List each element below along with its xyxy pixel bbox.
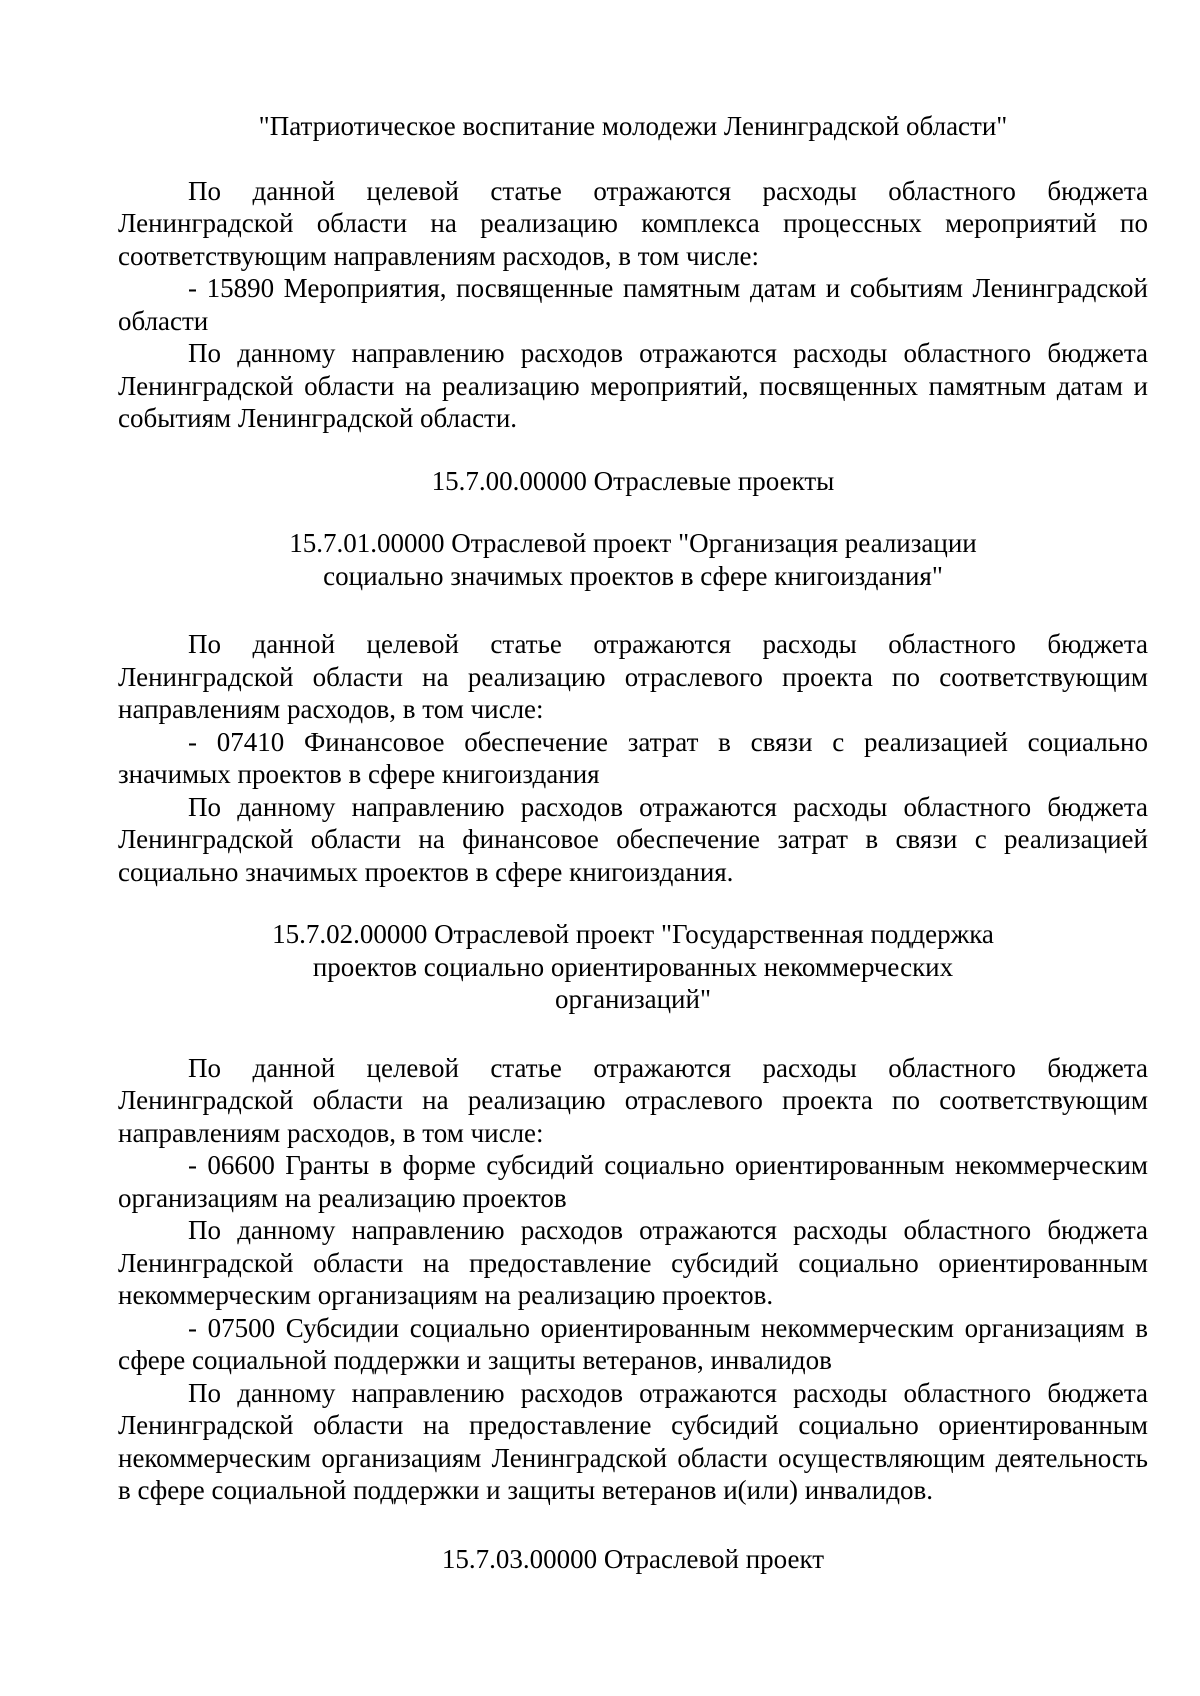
paragraph-06600-description: По данному направлению расходов отражаются расходы областного бюджета Ленинградской области на предоставление субсидий социально ориентированным некоммерческим организациям на реализацию проектов. bbox=[118, 1215, 1148, 1310]
list-item-07500: - 07500 Субсидии социально ориентированным некоммерческим организациям в сфере социальной поддержки и защиты ветеранов, инвалидов bbox=[118, 1312, 1148, 1375]
section-heading-patriotic-education: "Патриотическое воспитание молодежи Ленинградской области" bbox=[258, 111, 1008, 141]
paragraph-nko-support-intro: По данной целевой статье отражаются расходы областного бюджета Ленинградской области на реализацию отраслевого проекта по соответствующим направлениям расходов, в том числе: bbox=[118, 1052, 1148, 1148]
section-heading-nko-support-project: 15.7.02.00000 Отраслевой проект "Государственная поддержка проектов социально ориентированных некоммерческих организаций" bbox=[272, 919, 994, 1014]
list-item-15890: - 15890 Мероприятия, посвященные памятным датам и событиям Ленинградской области bbox=[118, 273, 1148, 336]
paragraph-book-publishing-intro: По данной целевой статье отражаются расходы областного бюджета Ленинградской области на реализацию отраслевого проекта по соответствующим направлениям расходов, в том числе: bbox=[118, 629, 1148, 724]
list-item-07410: - 07410 Финансовое обеспечение затрат в связи с реализацией социально значимых проектов в сфере книгоиздания bbox=[118, 726, 1148, 789]
paragraph-target-article-intro: По данной целевой статье отражаются расходы областного бюджета Ленинградской области на реализацию комплекса процессных мероприятий по соответствующим направлениям расходов, в том числе: bbox=[118, 175, 1148, 271]
paragraph-15890-description: По данному направлению расходов отражаются расходы областного бюджета Ленинградской области на реализацию мероприятий, посвященных памятным датам и событиям Ленинградской области. bbox=[118, 338, 1148, 433]
paragraph-07500-description: По данному направлению расходов отражаются расходы областного бюджета Ленинградской области на предоставление субсидий социально ориентированным некоммерческим организациям Ленинградской области осуществляющим деятельность в сфере социальной поддержки и защиты ветеранов и(или) инвалидов. bbox=[118, 1377, 1148, 1505]
paragraph-07410-description: По данному направлению расходов отражаются расходы областного бюджета Ленинградской области на финансовое обеспечение затрат в связи с реализацией социально значимых проектов в сфере книгоиздания. bbox=[118, 791, 1148, 887]
list-item-06600: - 06600 Гранты в форме субсидий социально ориентированным некоммерческим организациям на реализацию проектов bbox=[118, 1150, 1148, 1213]
section-heading-book-publishing-project: 15.7.01.00000 Отраслевой проект "Организация реализации социально значимых проектов в сфере книгоиздания" bbox=[289, 528, 977, 591]
section-heading-next-sector-project: 15.7.03.00000 Отраслевой проект bbox=[441, 1543, 825, 1574]
section-heading-sector-projects: 15.7.00.00000 Отраслевые проекты bbox=[431, 465, 835, 496]
document-body bbox=[118, 110, 1148, 1575]
